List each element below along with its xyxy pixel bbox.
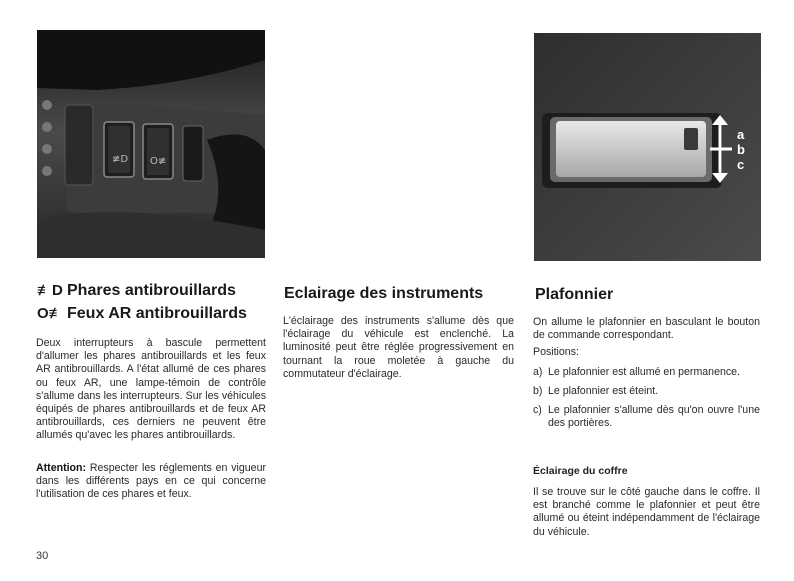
trunk-light-description: Il se trouve sur le côté gauche dans le coffre. Il est branché comme le plafonnier et peut être allumé ou éteint indépendamment de l'éclairage du véhicule. (533, 486, 760, 538)
position-item-b (533, 385, 760, 398)
ceiling-light-section (533, 316, 760, 430)
fog-lights-attention (36, 462, 266, 502)
attention-text: Respecter les réglements en vigueur dans les différents pays en ce qui concerne l'utilisation de ces phares et feux. (36, 462, 266, 501)
instrument-lighting-description: L'éclairage des instruments s'allume dès que l'éclairage du véhicule est enclenché. La luminosité peut être réglée progressivement en tournant la roue moletée à gauche du commutateur d'éclairage. (283, 315, 514, 380)
switch-label-c: c (737, 157, 745, 172)
svg-text:≢D: ≢D (112, 154, 129, 165)
position-item-a (533, 366, 760, 379)
position-text: Le plafonnier est éteint. (548, 384, 659, 397)
switch-label-b: b (737, 142, 745, 157)
heading-fog-lights-text: Phares antibrouillards (67, 282, 236, 299)
attention-label: Attention: (36, 462, 87, 474)
positions-label: Positions: (533, 346, 579, 359)
heading-rear-fog-lights-text: Feux AR antibrouillards (67, 305, 247, 322)
position-letter: c) (533, 404, 542, 417)
ceiling-light-intro: On allume le plafonnier en basculant le bouton de commande correspondant. (533, 316, 760, 342)
position-text: Le plafonnier est allumé en permanence. (548, 365, 740, 378)
svg-text:O≢: O≢ (150, 156, 167, 167)
position-text: Le plafonnier s'allume dès qu'on ouvre l'une des portières. (548, 404, 760, 430)
heading-instrument-lighting: Eclairage des instruments (284, 285, 484, 302)
page-number: 30 (36, 550, 49, 562)
fog-light-switches-photo (37, 30, 265, 258)
position-letter: a) (533, 365, 543, 378)
switch-position-diagram (534, 33, 761, 261)
heading-rear-fog-lights (37, 305, 247, 323)
heading-trunk-light: Éclairage du coffre (533, 465, 628, 477)
rear-fog-light-icon: O≢ (37, 305, 64, 322)
heading-ceiling-light: Plafonnier (535, 286, 614, 303)
front-fog-light-icon: ≢D (37, 282, 63, 299)
switch-label-a: a (737, 127, 745, 142)
ceiling-light-photo (534, 33, 761, 261)
heading-fog-lights (37, 282, 236, 300)
fog-lights-description: Deux interrupteurs à bascule permettent d'allumer les phares antibrouillards et les feux AR antibrouillards. A l'état allumé de ces phares ou feux AR, une lampe-témoin de contrôle s'allume dans les interrupteurs. Sur les véhicules équipés de phares antibrouillards et de feux AR antibrouillards, ces derniers ne peuvent être allumés qu'avec les phares antibrouillards. (36, 337, 266, 442)
position-letter: b) (533, 384, 543, 397)
position-item-c (533, 404, 760, 430)
